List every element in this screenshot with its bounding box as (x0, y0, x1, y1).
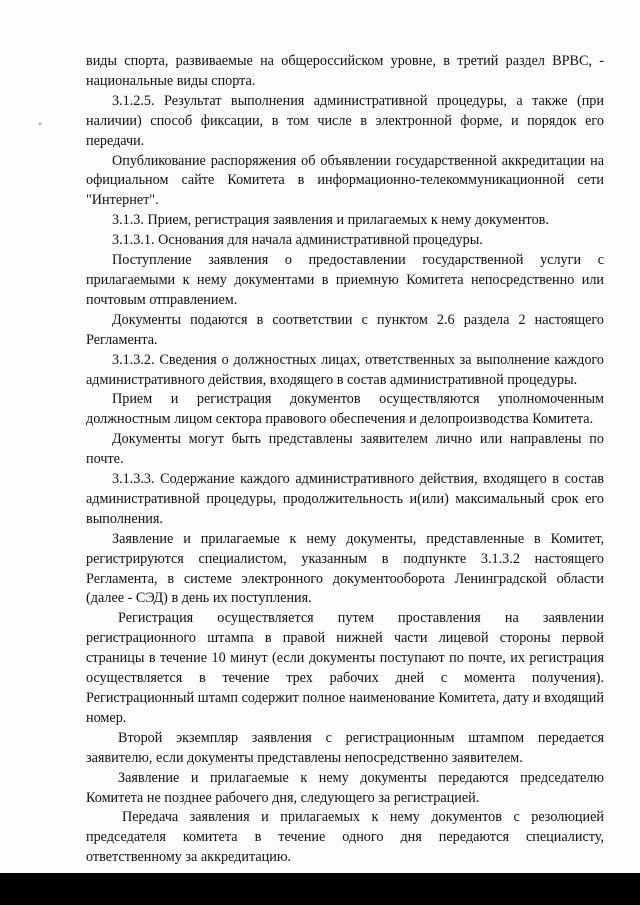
scan-bottom-edge (0, 873, 640, 905)
paragraph: Передача заявления и прилагаемых к нему документов с резолюцией председателя комитета в течение одного дня передаются специалисту, ответственному за аккредитацию. (86, 809, 604, 866)
paragraph: Поступление заявления о предоставлении государственной услуги с прилагаемыми к нему документами в приемную Комитета непосредственно или почтовым отправлением. (86, 252, 604, 308)
paragraph: Заявление и прилагаемые к нему документы передаются председателю Комитета не позднее рабочего дня, следующего за регистрацией. (86, 769, 604, 806)
paragraph: 3.1.3.3. Содержание каждого административного действия, входящего в состав административной процедуры, продолжительность и(или) максимальный срок его выполнения. (86, 471, 604, 527)
paragraph: 3.1.3.2. Сведения о должностных лицах, ответственных за выполнение каждого административного действия, входящего в состав административной процедуры. (86, 351, 604, 388)
paragraph: Документы подаются в соответствии с пунктом 2.6 раздела 2 настоящего Регламента. (86, 311, 604, 348)
paragraph: Прием и регистрация документов осуществляются уполномоченным должностным лицом сектора правового обеспечения и делопроизводства Комитета. (86, 391, 604, 428)
paragraph: 3.1.2.5. Результат выполнения административной процедуры, а также (при наличии) способ фиксации, в том числе в электронной форме, и порядок его передачи. (86, 92, 604, 149)
paragraph: Заявление и прилагаемые к нему документы, представленные в Комитет, регистрируются специалистом, указанным в подпункте 3.1.3.2 настоящего Регламента, в системе электронного документооборота Ленинградской области (далее - СЭД) в день их поступления. (86, 530, 604, 607)
paragraph: Документы могут быть представлены заявителем лично или направлены по почте. (86, 431, 604, 468)
paragraph: Второй экземпляр заявления с регистрационным штампом передается заявителю, если документы представлены непосредственно заявителем. (86, 729, 604, 766)
section-heading: 3.1.3. Прием, регистрация заявления и прилагаемых к нему документов. (112, 212, 549, 229)
paragraph: Опубликование распоряжения об объявлении государственной аккредитации на официальном сайте Комитета в информационно-телекоммуникационной сети "Интернет". (86, 152, 604, 209)
paragraph: Регистрация осуществляется путем проставления на заявлении регистрационного штампа в правой нижней части лицевой стороны первой страницы в течение 10 минут (если документы поступают по почте, их регистрация осуществляется в течение трех рабочих дней с момента получения). Регистрационный штамп содержит полное наименование Комитета, дату и входящий номер. (86, 610, 604, 726)
paragraph: виды спорта, развиваемые на общероссийском уровне, в третий раздел ВРВС, - национальные виды спорта. (86, 53, 604, 89)
document-body (86, 52, 604, 868)
margin-mark: " (38, 122, 43, 132)
section-heading: 3.1.3.1. Основания для начала административной процедуры. (112, 232, 483, 249)
